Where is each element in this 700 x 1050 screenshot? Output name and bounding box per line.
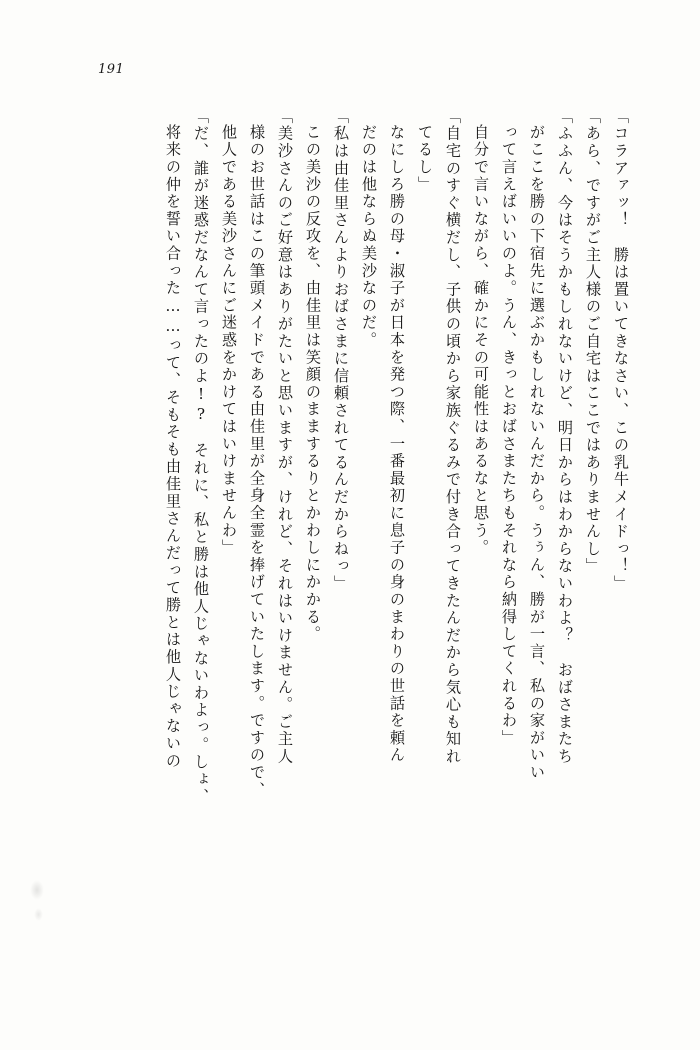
text-column: てるし」	[416, 124, 434, 194]
text-column: 「だ、誰が迷惑だなんて言ったのよ!? それに、私と勝は他人じゃないわよっ。しょ、	[192, 108, 210, 806]
text-column: この美沙の反攻を、由佳里は笑顔のままするりとかわしにかかる。	[304, 124, 322, 643]
text-column: 他人である美沙さんにご迷惑をかけてはいけませんわ」	[220, 124, 238, 557]
text-column: 「私は由佳里さんよりおばさまに信頼されてるんだからねっ」	[332, 108, 350, 593]
text-column: 自分で言いながら、確かにその可能性はあるなと思う。	[472, 124, 490, 557]
text-column: 「ふふん、今はそうかもしれないけど、明日からはわからないわよ？ おばさまたち	[556, 108, 574, 766]
text-column: 「あら、ですがご主人様のご自宅はここではありませんし」	[584, 108, 602, 576]
text-column: って言えばいいのよ。うん、きっとおばさまたちもそれなら納得してくれるわ」	[500, 124, 518, 747]
vertical-text-block	[72, 108, 628, 970]
text-column: だのは他ならぬ美沙なのだ。	[360, 124, 378, 349]
text-column: 「美沙さんのご好意はありがたいと思いますが、けれど、それはいけません。ご主人	[276, 108, 294, 766]
print-smudge	[34, 908, 43, 921]
text-column: がここを勝の下宿先に選ぶかもしれないんだから。うぅん、勝が一言、私の家がいい	[528, 124, 546, 782]
text-column: 「自宅のすぐ横だし、子供の頃から家族ぐるみで付き合ってきたんだから気心も知れ	[444, 108, 462, 766]
page-number: 191	[98, 62, 125, 77]
text-column: 様のお世話はこの筆頭メイドである由佳里が全身全霊を捧げていたします。ですので、	[248, 124, 266, 799]
text-column: なにしろ勝の母・淑子が日本を発つ際、一番最初に息子の身のまわりの世話を頼ん	[388, 124, 406, 765]
text-column: 将来の仲を誓い合った……って、そもそも由佳里さんだって勝とは他人じゃないの	[164, 124, 182, 770]
text-column: 「コラアァッ！ 勝は置いてきなさい、この乳牛メイドっ！」	[612, 108, 630, 593]
print-smudge	[30, 880, 44, 900]
